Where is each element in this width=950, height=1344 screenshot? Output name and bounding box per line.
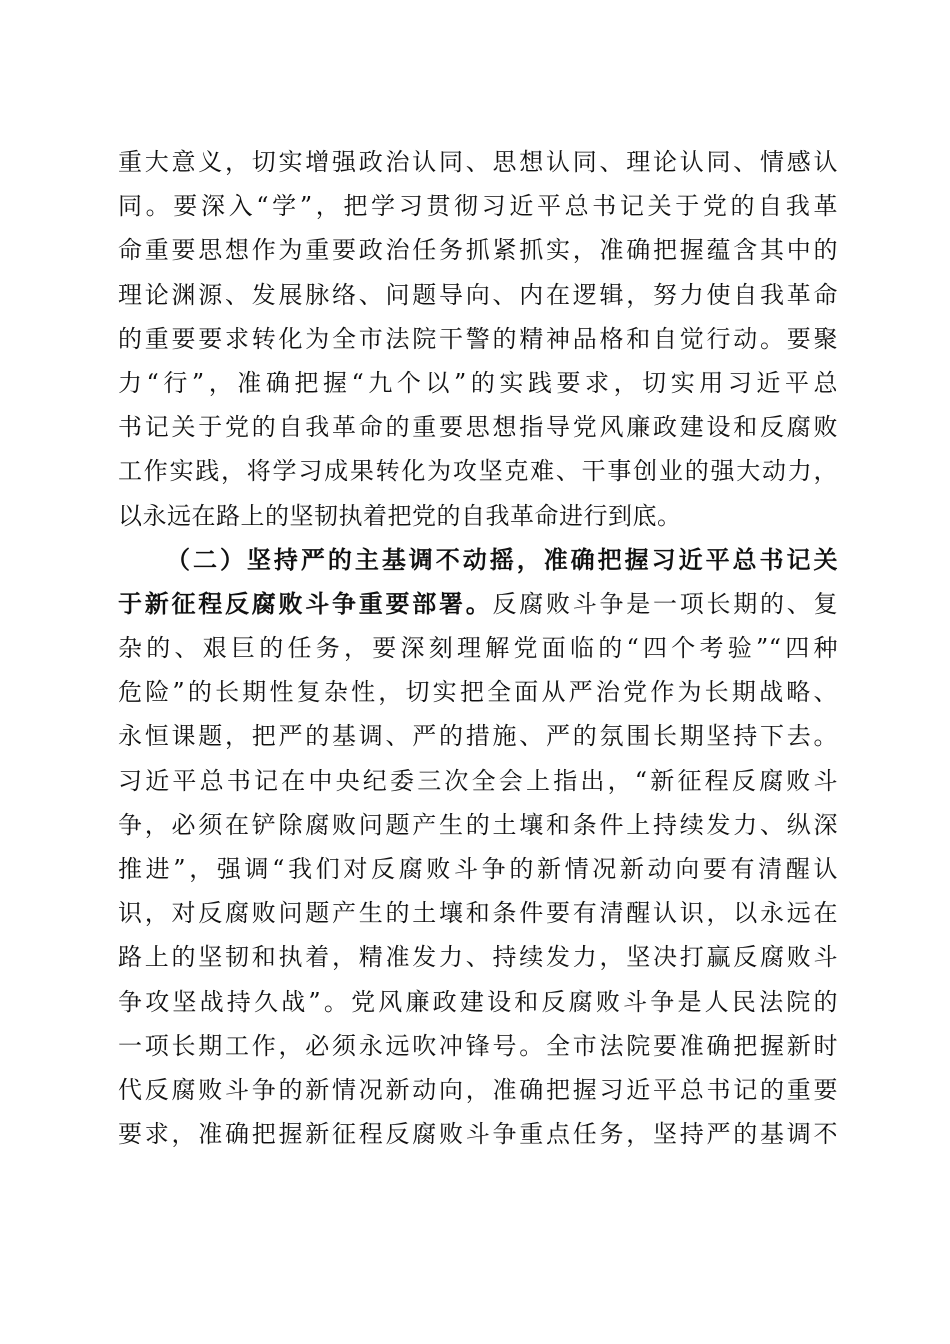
text-line: 工作实践，将学习成果转化为攻坚克难、干事创业的强大动力， <box>118 457 838 486</box>
text-line: 杂的、艰巨的任务，要深刻理解党面临的“四个考验”“四种 <box>118 634 838 663</box>
text-segment: 反腐败斗争是一项长期的、复 <box>492 589 838 618</box>
text-line: 危险”的长期性复杂性，切实把全面从严治党作为长期战略、 <box>118 678 838 707</box>
text-line: 命重要思想作为重要政治任务抓紧抓实，准确把握蕴含其中的 <box>118 236 838 265</box>
text-line: 推进”，强调“我们对反腐败斗争的新情况新动向要有清醒认 <box>118 855 838 883</box>
text-line: 的重要要求转化为全市法院干警的精神品格和自觉行动。要聚 <box>118 324 838 353</box>
text-line: 代反腐败斗争的新情况新动向，准确把握习近平总书记的重要 <box>118 1075 838 1104</box>
text-line: 识，对反腐败问题产生的土壤和条件要有清醒认识，以永远在 <box>118 899 838 928</box>
text-line: 理论渊源、发展脉络、问题导向、内在逻辑，努力使自我革命 <box>118 280 838 309</box>
text-line: 争，必须在铲除腐败问题产生的土壤和条件上持续发力、纵深 <box>118 810 838 839</box>
mixed-line <box>118 582 838 626</box>
text-line: 力“行”，准确把握“九个以”的实践要求，切实用习近平总 <box>118 368 838 397</box>
text-line: 争攻坚战持久战”。党风廉政建设和反腐败斗争是人民法院的 <box>118 987 838 1016</box>
text-line: 重大意义，切实增强政治认同、思想认同、理论认同、情感认 <box>118 148 838 176</box>
document-body <box>118 140 838 1156</box>
section-heading-line <box>118 538 838 582</box>
section-heading-continued: 于新征程反腐败斗争重要部署。 <box>118 588 493 618</box>
text-line: 书记关于党的自我革命的重要思想指导党风廉政建设和反腐败 <box>118 413 838 442</box>
section-heading: （二）坚持严的主基调不动摇，准确把握习近平总书记关 <box>166 544 838 574</box>
text-line: 要求，准确把握新征程反腐败斗争重点任务，坚持严的基调不 <box>118 1120 838 1149</box>
text-line: 以永远在路上的坚韧执着把党的自我革命进行到底。 <box>118 501 682 530</box>
text-line: 一项长期工作，必须永远吹冲锋号。全市法院要准确把握新时 <box>118 1031 838 1060</box>
text-line: 同。要深入“学”，把学习贯彻习近平总书记关于党的自我革 <box>118 192 838 221</box>
text-line: 路上的坚韧和执着，精准发力、持续发力，坚决打赢反腐败斗 <box>118 943 838 972</box>
text-line: 习近平总书记在中央纪委三次全会上指出，“新征程反腐败斗 <box>118 766 838 795</box>
text-line: 永恒课题，把严的基调、严的措施、严的氛围长期坚持下去。 <box>118 722 838 751</box>
